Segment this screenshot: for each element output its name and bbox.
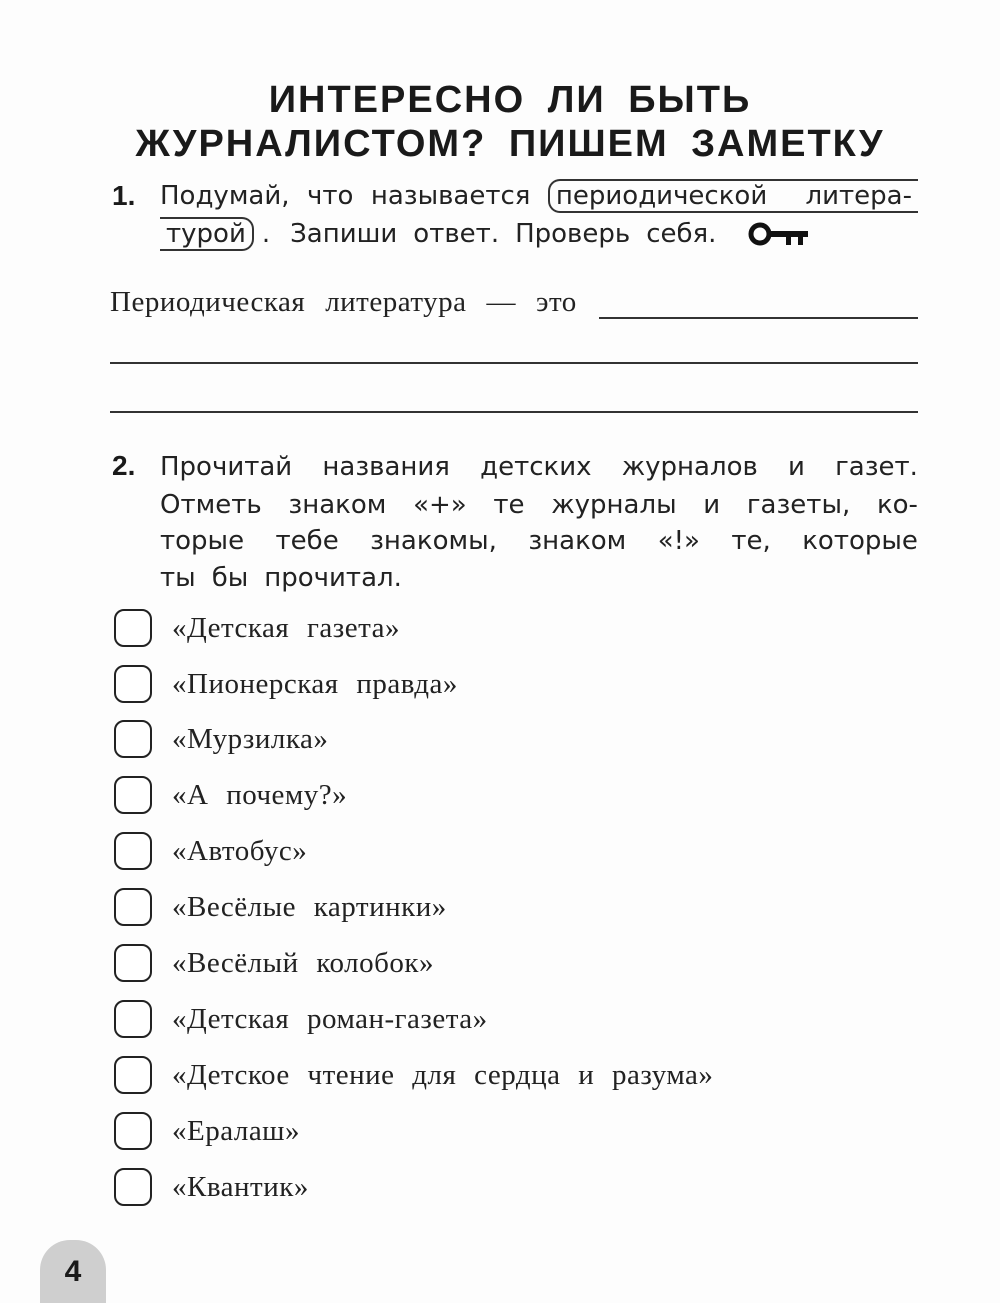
checkbox[interactable] <box>114 665 152 703</box>
answer-blank-2[interactable] <box>110 362 918 364</box>
task-1-word: себя. <box>646 219 717 249</box>
list-item <box>114 830 307 872</box>
checkbox[interactable] <box>114 1112 152 1150</box>
term-highlight-part-2: турой <box>160 217 254 251</box>
item-label: «Детская газета» <box>172 611 401 644</box>
answer-prompt: Периодическая литература — это <box>110 285 577 318</box>
list-item <box>114 663 458 705</box>
item-label: «Весёлый колобок» <box>172 946 434 979</box>
item-label: «Детское чтение для сердца и разума» <box>172 1058 714 1091</box>
task-2-line-2: Отметь знаком «+» те журналы и газеты, ко- <box>160 490 918 520</box>
task-1-line-2: турой . Запиши ответ. Проверь себя. <box>160 216 918 252</box>
answer-blank-1[interactable] <box>599 285 918 319</box>
item-label: «Пионерская правда» <box>172 667 458 700</box>
task-2-line-3: торые тебе знакомы, знаком «!» те, которые <box>160 526 918 556</box>
item-label: «Весёлые картинки» <box>172 890 447 923</box>
term-highlight-part-1: периодической литера- <box>548 179 918 213</box>
answer-line-row <box>110 282 918 322</box>
list-item <box>114 886 447 928</box>
page-title-line-1: ИНТЕРЕСНО ЛИ БЫТЬ <box>268 79 752 121</box>
list-item <box>114 942 434 984</box>
task-1-line-1 <box>160 178 918 214</box>
task-1-word: ответ. <box>413 219 500 249</box>
checkbox[interactable] <box>114 832 152 870</box>
answer-blank-3[interactable] <box>110 411 918 413</box>
task-1-number: 1. <box>112 180 136 211</box>
list-item <box>114 998 488 1040</box>
item-label: «А почему?» <box>172 778 348 811</box>
item-label: «Квантик» <box>172 1170 309 1203</box>
list-item <box>114 1110 300 1152</box>
task-1-word: Запиши <box>290 219 398 249</box>
checkbox[interactable] <box>114 609 152 647</box>
list-item <box>114 1166 309 1208</box>
key-icon <box>748 219 810 249</box>
checkbox[interactable] <box>114 1000 152 1038</box>
page-number: 4 <box>40 1240 106 1303</box>
task-2-number: 2. <box>112 450 136 481</box>
checkbox[interactable] <box>114 720 152 758</box>
task-1-word: Проверь <box>515 219 631 249</box>
task-1-word: Подумай, <box>160 181 290 211</box>
list-item <box>114 718 328 760</box>
task-1-word: называется <box>370 181 531 211</box>
item-label: «Детская роман-газета» <box>172 1002 488 1035</box>
list-item <box>114 607 400 649</box>
item-label: «Ералаш» <box>172 1114 301 1147</box>
checkbox[interactable] <box>114 944 152 982</box>
page-title-line-2: ЖУРНАЛИСТОМ? ПИШЕМ ЗАМЕТКУ <box>135 123 885 165</box>
checkbox[interactable] <box>114 1168 152 1206</box>
task-2-line-1: Прочитай названия детских журналов и газет. <box>160 452 918 482</box>
task-1-word: что <box>306 181 354 211</box>
task-2-line-4: ты бы прочитал. <box>160 563 402 593</box>
checkbox[interactable] <box>114 888 152 926</box>
list-item <box>114 1054 713 1096</box>
list-item <box>114 774 347 816</box>
checkbox[interactable] <box>114 776 152 814</box>
checkbox[interactable] <box>114 1056 152 1094</box>
item-label: «Автобус» <box>172 834 308 867</box>
item-label: «Мурзилка» <box>172 722 329 755</box>
